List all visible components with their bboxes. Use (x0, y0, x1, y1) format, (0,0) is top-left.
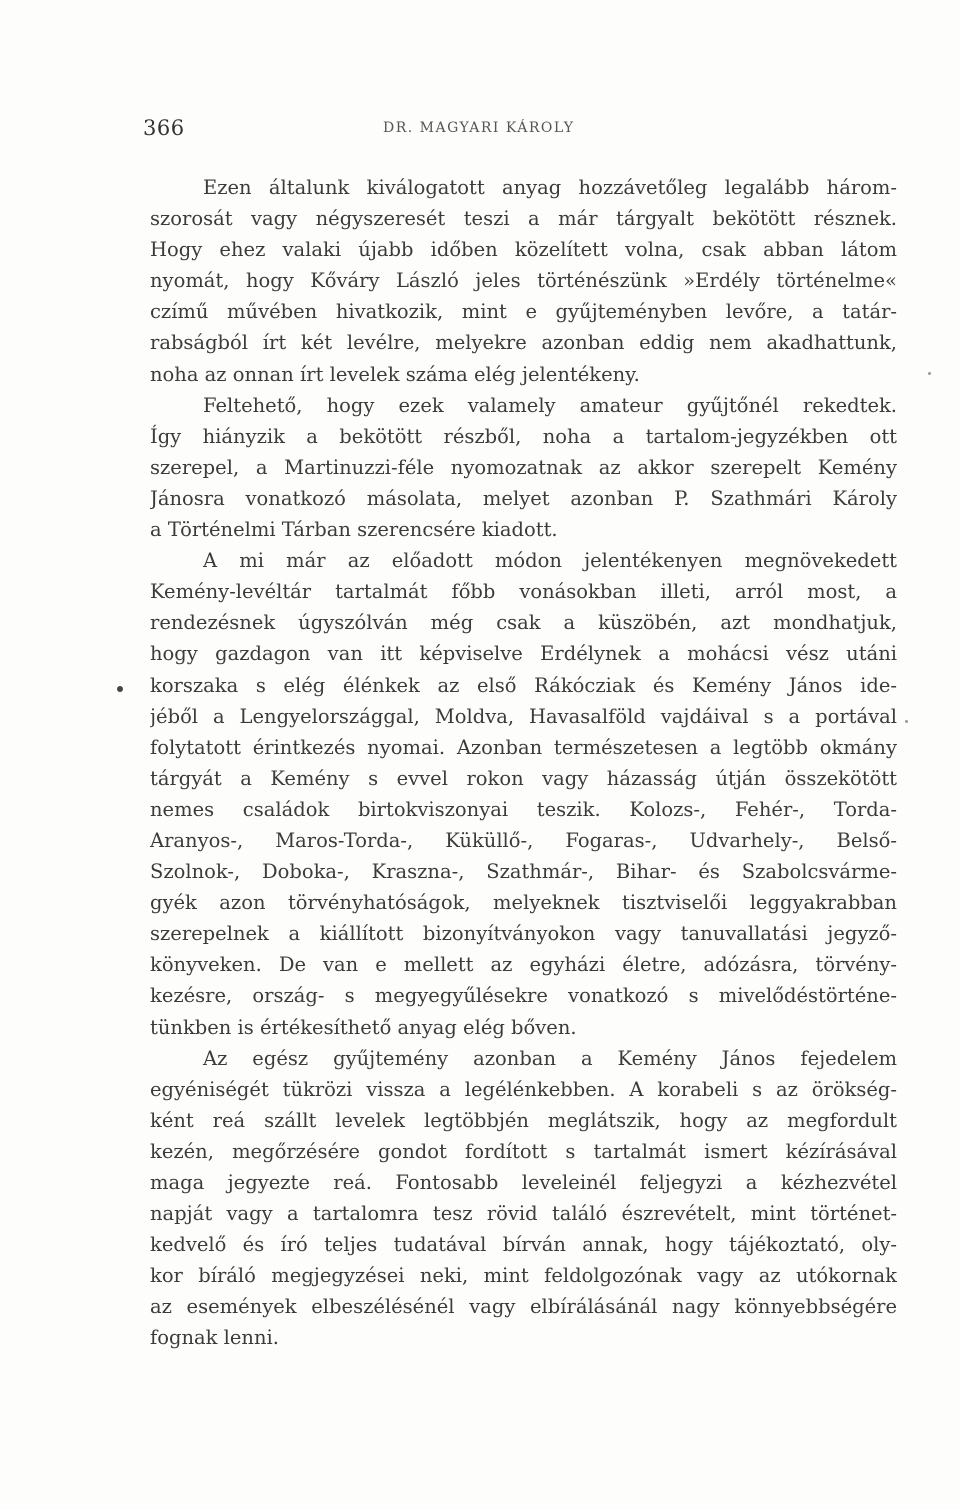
running-head: DR. MAGYARI KÁROLY (383, 120, 575, 136)
text-line: kedvelő és író teljes tudatával bírván annak, hogy tájékoztató, oly- (150, 1233, 897, 1257)
text-line: tárgyát a Kemény s evvel rokon vagy házasság útján összekötött (150, 766, 897, 790)
text-line: Aranyos-, Maros-Torda-, Küküllő-, Fogaras-, Udvarhely-, Belső- (150, 828, 897, 852)
text-line: kezésre, ország- s megyegyűlésekre vonatkozó s mivelődéstörténe- (150, 984, 897, 1008)
text-line: kor bíráló megjegyzései neki, mint feldolgozónak vagy az utókornak (150, 1264, 897, 1288)
text-line: Így hiányzik a bekötött részből, noha a tartalom-jegyzékben ott (150, 424, 897, 448)
text-line: Szolnok-, Doboka-, Kraszna-, Szathmár-, Bihar- és Szabolcsvárme- (150, 860, 897, 884)
text-line: rabságból írt két levélre, melyekre azonban eddig nem akadhattunk, (150, 331, 897, 355)
text-line: kezén, megőrzésére gondot fordított s tartalmát ismert kézírásával (150, 1139, 897, 1163)
text-line: nemes családok birtokviszonyai teszik. Kolozs-, Fehér-, Torda- (150, 797, 897, 821)
text-line: folytatott érintkezés nyomai. Azonban természetesen a legtöbb okmány (150, 735, 897, 759)
text-line: szerepelnek a kiállított bizonyítványokon vagy tanuvallatási jegyző- (150, 922, 897, 946)
text-line: Kemény-levéltár tartalmát főbb vonásokban illeti, arról most, a (150, 580, 897, 604)
text-line: könyveken. De van e mellett az egyházi életre, adózásra, törvény- (150, 953, 897, 977)
body-text (150, 172, 897, 1354)
text-line: szorosát vagy négyszeresét teszi a már tárgyalt bekötött résznek. (150, 207, 897, 231)
paper-speck (928, 372, 931, 375)
text-line: tünkben is értékesíthető anyag elég bőven. (150, 1015, 577, 1039)
text-line: Hogy ehez valaki újabb időben közelített volna, csak abban látom (150, 238, 897, 262)
text-line: A mi már az előadott módon jelentékenyen megnövekedett (203, 549, 897, 573)
text-line: maga jegyezte reá. Fontosabb leveleinél feljegyzi a kézhezvétel (150, 1171, 897, 1194)
text-line: az események elbeszélésénél vagy elbírálásánál nagy könnyebbségére (150, 1295, 897, 1319)
text-line: szerepel, a Martinuzzi-féle nyomozatnak az akkor szerepelt Kemény (150, 455, 897, 479)
page-header (143, 116, 783, 148)
text-line: Feltehető, hogy ezek valamely amateur gyűjtőnél rekedtek. (203, 393, 897, 417)
text-line: jéből a Lengyelországgal, Moldva, Havasalföld vajdáival s a portával (150, 704, 897, 728)
text-line: ként reá szállt levelek legtöbbjén meglátszik, hogy az megfordult (150, 1108, 897, 1132)
text-line: napját vagy a tartalomra tesz rövid találó észrevételt, mint történet- (150, 1202, 897, 1226)
text-line: czímű művében hivatkozik, mint e gyűjteményben levőre, a tatár- (150, 300, 897, 324)
text-line: gyék azon törvényhatóságok, melyeknek tisztviselői leggyakrabban (150, 891, 897, 915)
margin-mark (117, 686, 123, 692)
text-line: a Történelmi Tárban szerencsére kiadott. (150, 518, 558, 542)
text-line: korszaka s elég élénkek az első Rákócziak és Kemény János ide- (150, 673, 897, 697)
paper-speck (905, 720, 908, 723)
text-line: Jánosra vonatkozó másolata, melyet azonban P. Szathmári Károly (150, 486, 897, 510)
page-number: 366 (143, 116, 185, 140)
text-line: fognak lenni. (150, 1326, 279, 1350)
text-line: nyomát, hogy Kőváry László jeles történészünk »Erdély történelme« (150, 269, 897, 293)
text-line: Ezen általunk kiválogatott anyag hozzávetőleg legalább három- (203, 176, 897, 199)
text-line: Az egész gyűjtemény azonban a Kemény János fejedelem (203, 1046, 897, 1070)
text-line: egyéniségét tükrözi vissza a legélénkebben. A korabeli s az örökség- (150, 1077, 897, 1101)
text-line: rendezésnek úgyszólván még csak a küszöbén, azt mondhatjuk, (150, 611, 897, 635)
text-line: noha az onnan írt levelek száma elég jelentékeny. (150, 362, 640, 386)
text-line: hogy gazdagon van itt képviselve Erdélynek a mohácsi vész utáni (150, 642, 897, 666)
